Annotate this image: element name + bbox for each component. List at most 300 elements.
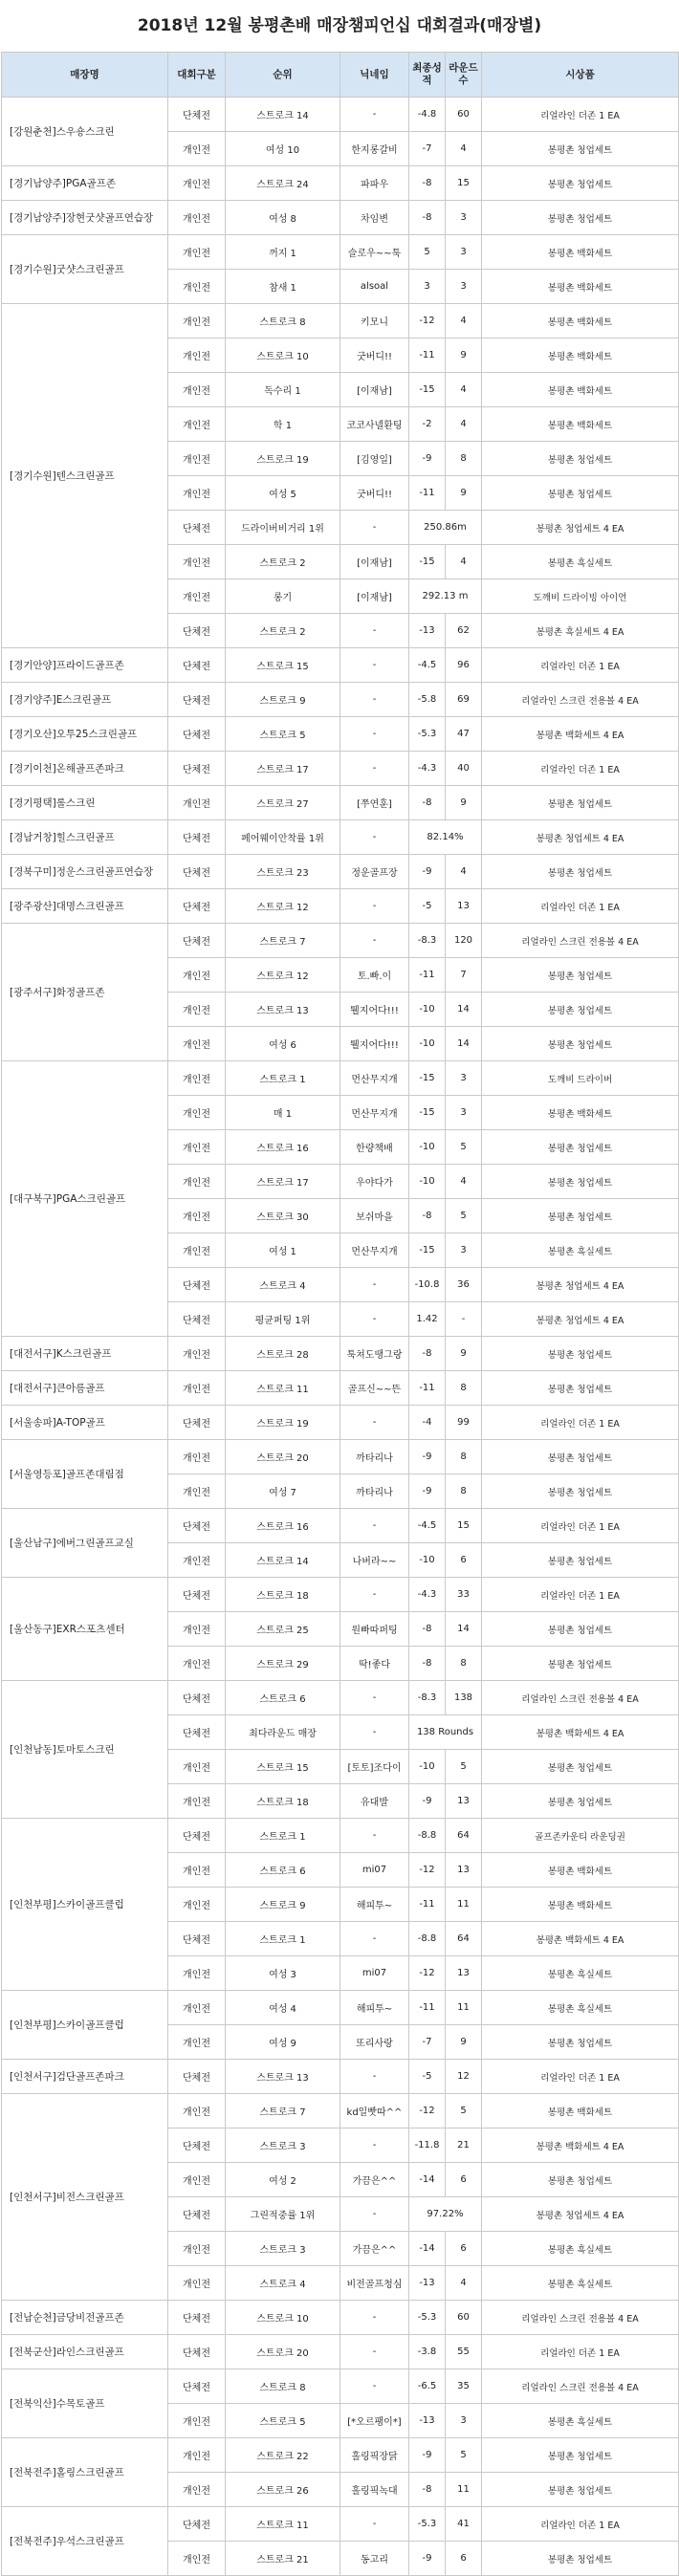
- rank-cell: 스트로크 10: [226, 338, 340, 373]
- nickname-cell: 딱!좋다: [340, 1647, 409, 1681]
- table-row: [2, 1337, 679, 1371]
- score-cell: -8: [409, 1337, 446, 1371]
- prize-cell: 리얼라인 스크린 전용볼 4 EA: [482, 924, 679, 958]
- prize-cell: 리얼라인 더존 1 EA: [482, 2060, 679, 2094]
- rounds-cell: 14: [446, 1612, 482, 1647]
- type-cell: 개인전: [168, 270, 226, 304]
- rounds-cell: 138: [446, 1681, 482, 1715]
- rank-cell: 스트로크 11: [226, 2507, 340, 2542]
- nickname-cell: 한량책배: [340, 1130, 409, 1165]
- type-cell: 개인전: [168, 1199, 226, 1233]
- results-table: [1, 52, 679, 2576]
- prize-cell: 봉평촌 청업세트: [482, 1199, 679, 1233]
- nickname-cell: 홀링픽녹대: [340, 2473, 409, 2507]
- rank-cell: 최다라운드 매장: [226, 1715, 340, 1750]
- type-cell: 개인전: [168, 2025, 226, 2060]
- prize-cell: 봉평촌 청업세트: [482, 2473, 679, 2507]
- nickname-cell: [쭈연훈]: [340, 786, 409, 820]
- prize-cell: 봉평촌 백화세트: [482, 338, 679, 373]
- score-cell: -11: [409, 1371, 446, 1406]
- prize-cell: 리얼라인 스크린 전용볼 4 EA: [482, 2301, 679, 2335]
- score-cell: -4.3: [409, 752, 446, 786]
- rank-cell: 스트로크 9: [226, 683, 340, 717]
- results-body: [2, 98, 679, 2576]
- nickname-cell: 우야다가: [340, 1165, 409, 1199]
- store-name: [전북익산]수목토골프: [2, 2369, 168, 2438]
- rank-cell: 스트로크 27: [226, 786, 340, 820]
- nickname-cell: 퉬지어다!!!: [340, 1027, 409, 1061]
- prize-cell: 봉평촌 흑실세트: [482, 2404, 679, 2438]
- store-name: [전북군산]라인스크린골프: [2, 2335, 168, 2369]
- rank-cell: 스트로크 15: [226, 648, 340, 683]
- prize-cell: 리얼라인 더존 1 EA: [482, 98, 679, 132]
- score-cell: -8.3: [409, 924, 446, 958]
- type-cell: 단체전: [168, 1578, 226, 1612]
- nickname-cell: -: [340, 717, 409, 752]
- rounds-cell: 64: [446, 1922, 482, 1956]
- prize-cell: 리얼라인 더존 1 EA: [482, 1509, 679, 1543]
- rank-cell: 스트로크 1: [226, 1819, 340, 1853]
- nickname-cell: 정운골프장: [340, 855, 409, 889]
- rounds-cell: 3: [446, 235, 482, 270]
- rank-cell: 스트로크 21: [226, 2542, 340, 2576]
- prize-cell: 봉평촌 백화세트 4 EA: [482, 1922, 679, 1956]
- score-cell: -4.5: [409, 648, 446, 683]
- rank-cell: 스트로크 7: [226, 2094, 340, 2128]
- score-cell: -15: [409, 1096, 446, 1130]
- score-cell: -3.8: [409, 2335, 446, 2369]
- store-name: [서울영등포]골프존대림점: [2, 1440, 168, 1509]
- type-cell: 개인전: [168, 1612, 226, 1647]
- rounds-cell: 8: [446, 1371, 482, 1406]
- rank-cell: 스트로크 19: [226, 1406, 340, 1440]
- rank-cell: 여성 2: [226, 2163, 340, 2197]
- rounds-cell: 8: [446, 1474, 482, 1509]
- score-cell: 250.86m: [409, 511, 482, 545]
- type-cell: 개인전: [168, 579, 226, 614]
- nickname-cell: 원빠따퍼팅: [340, 1612, 409, 1647]
- rank-cell: 스트로크 17: [226, 752, 340, 786]
- type-cell: 개인전: [168, 1474, 226, 1509]
- rank-cell: 그린적중률 1위: [226, 2197, 340, 2232]
- prize-cell: 봉평촌 청업세트: [482, 1165, 679, 1199]
- type-cell: 개인전: [168, 2404, 226, 2438]
- prize-cell: 봉평촌 흑실세트 4 EA: [482, 614, 679, 648]
- table-row: [2, 1440, 679, 1474]
- type-cell: 단체전: [168, 98, 226, 132]
- score-cell: 3: [409, 270, 446, 304]
- rounds-cell: 33: [446, 1578, 482, 1612]
- rank-cell: 스트로크 15: [226, 1750, 340, 1784]
- rank-cell: 스트로크 13: [226, 993, 340, 1027]
- store-name: [광주광산]대명스크린골프: [2, 889, 168, 924]
- store-name: [경기평택]롤스크린: [2, 786, 168, 820]
- rounds-cell: 21: [446, 2128, 482, 2163]
- score-cell: -10: [409, 1130, 446, 1165]
- prize-cell: 도깨비 드라이버: [482, 1061, 679, 1096]
- type-cell: 개인전: [168, 993, 226, 1027]
- rank-cell: 스트로크 1: [226, 1922, 340, 1956]
- store-name: [경북구미]정운스크린골프연습장: [2, 855, 168, 889]
- prize-cell: 리얼라인 더존 1 EA: [482, 2335, 679, 2369]
- score-cell: -11: [409, 476, 446, 511]
- prize-cell: 봉평촌 흑실세트: [482, 1991, 679, 2025]
- prize-cell: 봉평촌 청업세트: [482, 1750, 679, 1784]
- rounds-cell: 5: [446, 2438, 482, 2473]
- table-row: [2, 166, 679, 201]
- header-rank: 순위: [226, 53, 340, 98]
- rank-cell: 스트로크 9: [226, 1888, 340, 1922]
- store-name: [경기안양]프라이드골프존: [2, 648, 168, 683]
- type-cell: 단체전: [168, 2060, 226, 2094]
- type-cell: 개인전: [168, 442, 226, 476]
- rank-cell: 스트로크 28: [226, 1337, 340, 1371]
- nickname-cell: 유대발: [340, 1784, 409, 1819]
- type-cell: 단체전: [168, 2507, 226, 2542]
- table-row: [2, 1406, 679, 1440]
- score-cell: -12: [409, 2094, 446, 2128]
- rank-cell: 스트로크 8: [226, 304, 340, 338]
- type-cell: 단체전: [168, 752, 226, 786]
- rank-cell: 스트로크 4: [226, 2266, 340, 2301]
- score-cell: -15: [409, 545, 446, 579]
- rank-cell: 스트로크 1: [226, 1061, 340, 1096]
- nickname-cell: -: [340, 1922, 409, 1956]
- prize-cell: 봉평촌 백화세트 4 EA: [482, 717, 679, 752]
- rank-cell: 스트로크 5: [226, 2404, 340, 2438]
- type-cell: 개인전: [168, 1750, 226, 1784]
- score-cell: -8: [409, 1199, 446, 1233]
- nickname-cell: 퉬지어다!!!: [340, 993, 409, 1027]
- type-cell: 개인전: [168, 1027, 226, 1061]
- nickname-cell: -: [340, 1681, 409, 1715]
- type-cell: 단체전: [168, 1268, 226, 1302]
- rounds-cell: 9: [446, 338, 482, 373]
- store-name: [경기수원]텐스크린골프: [2, 304, 168, 648]
- rounds-cell: 60: [446, 98, 482, 132]
- prize-cell: 봉평촌 흑실세트: [482, 545, 679, 579]
- store-name: [광주서구]화정골프존: [2, 924, 168, 1061]
- prize-cell: 봉평촌 백화세트: [482, 1888, 679, 1922]
- type-cell: 개인전: [168, 1956, 226, 1991]
- prize-cell: 봉평촌 백화세트 4 EA: [482, 1715, 679, 1750]
- type-cell: 단체전: [168, 2369, 226, 2404]
- type-cell: 개인전: [168, 476, 226, 511]
- nickname-cell: 또리사랑: [340, 2025, 409, 2060]
- prize-cell: 리얼라인 더존 1 EA: [482, 752, 679, 786]
- page-title: 2018년 12월 봉평촌배 매장챔피언십 대회결과(매장별): [137, 16, 542, 35]
- nickname-cell: [이재남]: [340, 373, 409, 407]
- prize-cell: 리얼라인 더존 1 EA: [482, 889, 679, 924]
- rounds-cell: 99: [446, 1406, 482, 1440]
- type-cell: 개인전: [168, 786, 226, 820]
- rounds-cell: 69: [446, 683, 482, 717]
- rank-cell: 여성 1: [226, 1233, 340, 1268]
- prize-cell: 봉평촌 흑실세트: [482, 1956, 679, 1991]
- nickname-cell: 까타리나: [340, 1474, 409, 1509]
- prize-cell: 봉평촌 청업세트: [482, 993, 679, 1027]
- rank-cell: 평균퍼팅 1위: [226, 1302, 340, 1337]
- rank-cell: 스트로크 25: [226, 1612, 340, 1647]
- store-name: [전북전주]우석스크린골프: [2, 2507, 168, 2576]
- nickname-cell: [*오르팽이*]: [340, 2404, 409, 2438]
- type-cell: 개인전: [168, 132, 226, 166]
- rounds-cell: 12: [446, 2060, 482, 2094]
- rounds-cell: 11: [446, 2473, 482, 2507]
- rounds-cell: 13: [446, 889, 482, 924]
- prize-cell: 골프존카운티 라운딩권: [482, 1819, 679, 1853]
- score-cell: -5.8: [409, 683, 446, 717]
- score-cell: -4: [409, 1406, 446, 1440]
- nickname-cell: 골프신~~뜬: [340, 1371, 409, 1406]
- nickname-cell: 먼산무지개: [340, 1233, 409, 1268]
- store-name: [울산동구]EXR스포츠센터: [2, 1578, 168, 1681]
- type-cell: 개인전: [168, 2438, 226, 2473]
- rank-cell: 스트로크 14: [226, 1543, 340, 1578]
- rank-cell: 여성 6: [226, 1027, 340, 1061]
- table-row: [2, 201, 679, 235]
- nickname-cell: 코코사넬환팅: [340, 407, 409, 442]
- header-prize: 시상품: [482, 53, 679, 98]
- prize-cell: 봉평촌 흑실세트: [482, 1233, 679, 1268]
- rank-cell: 독수리 1: [226, 373, 340, 407]
- type-cell: 개인전: [168, 1853, 226, 1888]
- nickname-cell: 보쉬마을: [340, 1199, 409, 1233]
- score-cell: -8: [409, 166, 446, 201]
- table-row: [2, 2301, 679, 2335]
- nickname-cell: -: [340, 1268, 409, 1302]
- score-cell: -13: [409, 2404, 446, 2438]
- score-cell: -2: [409, 407, 446, 442]
- rank-cell: 롱기: [226, 579, 340, 614]
- score-cell: -12: [409, 1956, 446, 1991]
- prize-cell: 봉평촌 청업세트: [482, 2438, 679, 2473]
- rounds-cell: 13: [446, 1784, 482, 1819]
- rank-cell: 스트로크 2: [226, 545, 340, 579]
- score-cell: 5: [409, 235, 446, 270]
- nickname-cell: 홀링픽장닭: [340, 2438, 409, 2473]
- rounds-cell: 8: [446, 442, 482, 476]
- store-name: [경남거창]힐스크린골프: [2, 820, 168, 855]
- nickname-cell: kd일빳따^^: [340, 2094, 409, 2128]
- type-cell: 개인전: [168, 2232, 226, 2266]
- rank-cell: 참새 1: [226, 270, 340, 304]
- rounds-cell: 9: [446, 2025, 482, 2060]
- prize-cell: 봉평촌 청업세트: [482, 2542, 679, 2576]
- rounds-cell: 4: [446, 2266, 482, 2301]
- rank-cell: 스트로크 5: [226, 717, 340, 752]
- type-cell: 개인전: [168, 1130, 226, 1165]
- rounds-cell: 4: [446, 1165, 482, 1199]
- rounds-cell: 9: [446, 786, 482, 820]
- rounds-cell: 3: [446, 270, 482, 304]
- rank-cell: 스트로크 16: [226, 1130, 340, 1165]
- score-cell: -12: [409, 1853, 446, 1888]
- nickname-cell: [김영일]: [340, 442, 409, 476]
- type-cell: 단체전: [168, 2197, 226, 2232]
- type-cell: 단체전: [168, 820, 226, 855]
- nickname-cell: 가끔은^^: [340, 2232, 409, 2266]
- rank-cell: 스트로크 13: [226, 2060, 340, 2094]
- prize-cell: 봉평촌 청업세트: [482, 476, 679, 511]
- prize-cell: 봉평촌 청업세트: [482, 1647, 679, 1681]
- rounds-cell: 120: [446, 924, 482, 958]
- table-row: [2, 855, 679, 889]
- rank-cell: 스트로크 6: [226, 1853, 340, 1888]
- rank-cell: 스트로크 18: [226, 1784, 340, 1819]
- score-cell: -8.8: [409, 1819, 446, 1853]
- score-cell: -8: [409, 2473, 446, 2507]
- header-rounds: 라운드수: [446, 53, 482, 98]
- nickname-cell: -: [340, 924, 409, 958]
- score-cell: -5.3: [409, 2507, 446, 2542]
- score-cell: -8.3: [409, 1681, 446, 1715]
- rounds-cell: 15: [446, 1509, 482, 1543]
- type-cell: 개인전: [168, 1784, 226, 1819]
- prize-cell: 봉평촌 백화세트: [482, 407, 679, 442]
- nickname-cell: 먼산무지개: [340, 1061, 409, 1096]
- table-row: [2, 98, 679, 132]
- nickname-cell: -: [340, 2128, 409, 2163]
- rank-cell: 여성 3: [226, 1956, 340, 1991]
- rounds-cell: 3: [446, 1061, 482, 1096]
- score-cell: -7: [409, 2025, 446, 2060]
- nickname-cell: 한지롱갈비: [340, 132, 409, 166]
- rank-cell: 스트로크 14: [226, 98, 340, 132]
- store-name: [경기양주]E스크린골프: [2, 683, 168, 717]
- type-cell: 개인전: [168, 2094, 226, 2128]
- table-row: [2, 2438, 679, 2473]
- rank-cell: 드라이버비거리 1위: [226, 511, 340, 545]
- type-cell: 개인전: [168, 1543, 226, 1578]
- prize-cell: 봉평촌 청업세트: [482, 786, 679, 820]
- type-cell: 개인전: [168, 1233, 226, 1268]
- nickname-cell: 나버라~~: [340, 1543, 409, 1578]
- prize-cell: 봉평촌 청업세트: [482, 958, 679, 993]
- rank-cell: 여성 7: [226, 1474, 340, 1509]
- nickname-cell: -: [340, 1509, 409, 1543]
- score-cell: -6.5: [409, 2369, 446, 2404]
- table-row: [2, 717, 679, 752]
- rank-cell: 스트로크 8: [226, 2369, 340, 2404]
- type-cell: 개인전: [168, 2542, 226, 2576]
- score-cell: -9: [409, 855, 446, 889]
- nickname-cell: 토.빠.이: [340, 958, 409, 993]
- score-cell: -4.3: [409, 1578, 446, 1612]
- rounds-cell: 11: [446, 1888, 482, 1922]
- prize-cell: 봉평촌 백화세트: [482, 270, 679, 304]
- rounds-cell: 60: [446, 2301, 482, 2335]
- rank-cell: 스트로크 19: [226, 442, 340, 476]
- rank-cell: 스트로크 17: [226, 1165, 340, 1199]
- nickname-cell: -: [340, 1819, 409, 1853]
- type-cell: 개인전: [168, 1371, 226, 1406]
- score-cell: -9: [409, 442, 446, 476]
- rounds-cell: 8: [446, 1647, 482, 1681]
- table-row: [2, 1681, 679, 1715]
- rank-cell: 꺼지 1: [226, 235, 340, 270]
- rank-cell: 스트로크 16: [226, 1509, 340, 1543]
- score-cell: -10.8: [409, 1268, 446, 1302]
- rank-cell: 스트로크 11: [226, 1371, 340, 1406]
- table-row: [2, 683, 679, 717]
- rank-cell: 스트로크 20: [226, 1440, 340, 1474]
- type-cell: 단체전: [168, 1302, 226, 1337]
- prize-cell: 봉평촌 청업세트: [482, 1027, 679, 1061]
- rank-cell: 스트로크 29: [226, 1647, 340, 1681]
- prize-cell: 봉평촌 백화세트: [482, 1853, 679, 1888]
- rounds-cell: 35: [446, 2369, 482, 2404]
- rank-cell: 스트로크 26: [226, 2473, 340, 2507]
- header-row: [2, 53, 679, 98]
- rounds-cell: 4: [446, 855, 482, 889]
- table-row: [2, 1819, 679, 1853]
- rank-cell: 스트로크 3: [226, 2128, 340, 2163]
- table-row: [2, 820, 679, 855]
- table-row: [2, 1509, 679, 1543]
- rounds-cell: 64: [446, 1819, 482, 1853]
- prize-cell: 봉평촌 청업세트: [482, 1784, 679, 1819]
- prize-cell: 봉평촌 청업세트 4 EA: [482, 820, 679, 855]
- nickname-cell: -: [340, 2507, 409, 2542]
- nickname-cell: 차임변: [340, 201, 409, 235]
- rounds-cell: 5: [446, 1130, 482, 1165]
- prize-cell: 리얼라인 스크린 전용볼 4 EA: [482, 683, 679, 717]
- type-cell: 단체전: [168, 1715, 226, 1750]
- rounds-cell: 8: [446, 1440, 482, 1474]
- rounds-cell: 15: [446, 166, 482, 201]
- rank-cell: 스트로크 23: [226, 855, 340, 889]
- rounds-cell: 36: [446, 1268, 482, 1302]
- nickname-cell: 비전골프청심: [340, 2266, 409, 2301]
- score-cell: -9: [409, 2438, 446, 2473]
- score-cell: -4.8: [409, 98, 446, 132]
- score-cell: -11: [409, 1991, 446, 2025]
- nickname-cell: -: [340, 2060, 409, 2094]
- rounds-cell: 40: [446, 752, 482, 786]
- score-cell: -10: [409, 1027, 446, 1061]
- type-cell: 단체전: [168, 1922, 226, 1956]
- rank-cell: 스트로크 20: [226, 2335, 340, 2369]
- score-cell: -9: [409, 2542, 446, 2576]
- score-cell: -5.3: [409, 717, 446, 752]
- store-name: [대전서구]K스크린골프: [2, 1337, 168, 1371]
- store-name: [인천서구]비전스크린골프: [2, 2094, 168, 2301]
- type-cell: 개인전: [168, 235, 226, 270]
- nickname-cell: alsoal: [340, 270, 409, 304]
- table-row: [2, 648, 679, 683]
- rounds-cell: 5: [446, 1199, 482, 1233]
- table-row: [2, 2335, 679, 2369]
- score-cell: -10: [409, 1750, 446, 1784]
- rank-cell: 학 1: [226, 407, 340, 442]
- type-cell: 개인전: [168, 407, 226, 442]
- score-cell: -15: [409, 1233, 446, 1268]
- score-cell: -8.8: [409, 1922, 446, 1956]
- nickname-cell: -: [340, 1578, 409, 1612]
- rounds-cell: 5: [446, 2094, 482, 2128]
- score-cell: -11: [409, 338, 446, 373]
- rank-cell: 스트로크 12: [226, 958, 340, 993]
- type-cell: 단체전: [168, 855, 226, 889]
- rounds-cell: 4: [446, 373, 482, 407]
- type-cell: 개인전: [168, 2266, 226, 2301]
- table-row: [2, 924, 679, 958]
- store-name: [인천서구]검단골프존파크: [2, 2060, 168, 2094]
- nickname-cell: 해피투~: [340, 1888, 409, 1922]
- header-score: 최종성적: [409, 53, 446, 98]
- nickname-cell: -: [340, 2301, 409, 2335]
